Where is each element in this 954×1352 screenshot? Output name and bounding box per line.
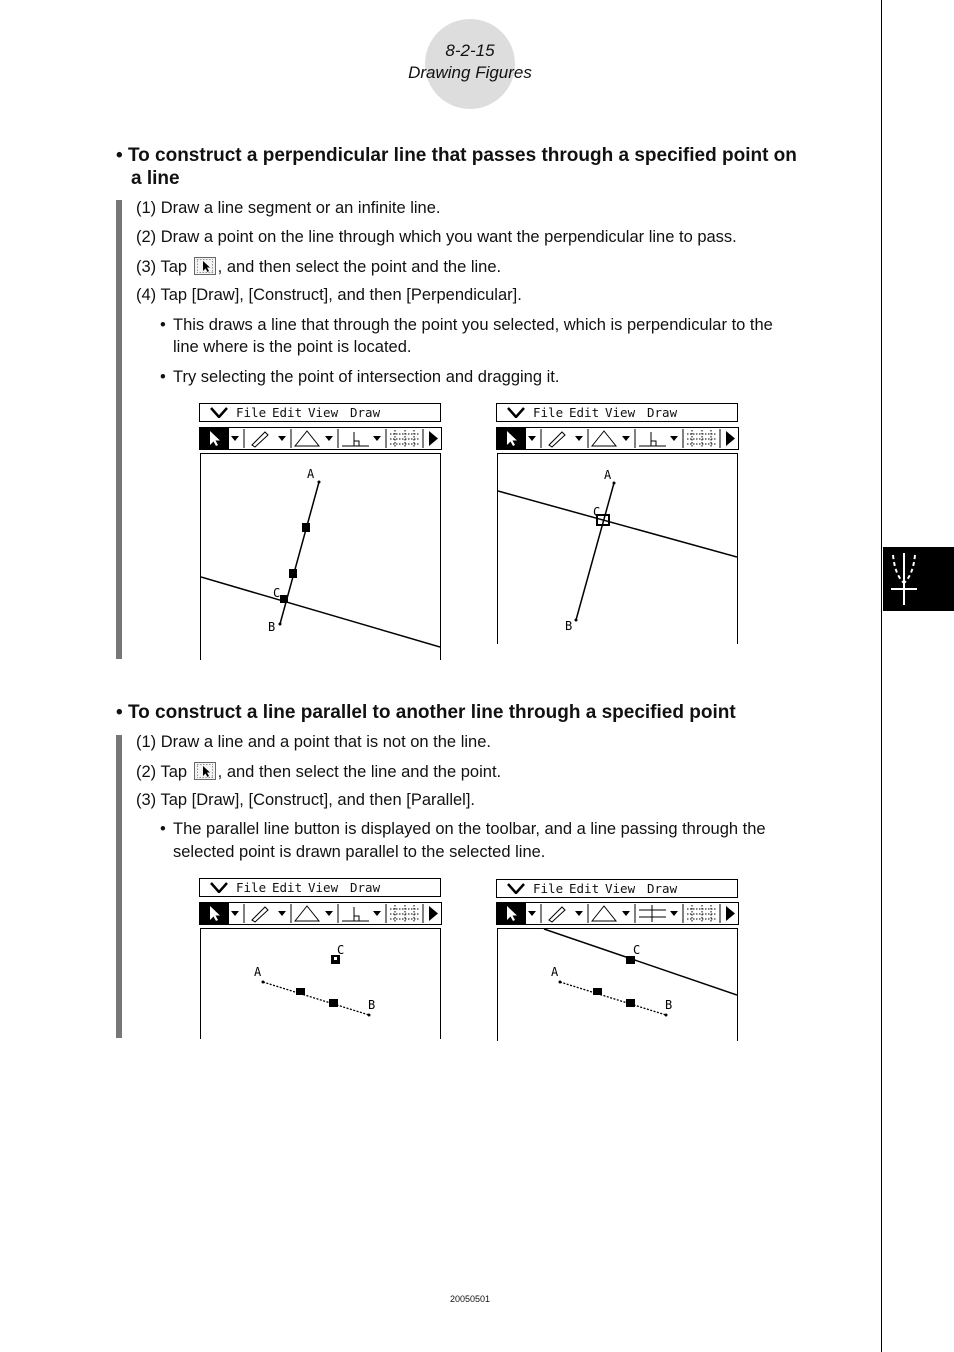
menu-edit[interactable]: Edit [272, 405, 303, 420]
menu-file[interactable]: File [236, 405, 267, 420]
geometry-icon [883, 547, 954, 611]
menu-edit[interactable]: Edit [272, 880, 303, 895]
menu-draw[interactable]: Draw [350, 405, 381, 420]
heading-bullet: • [116, 145, 123, 166]
point-label-a: A [551, 965, 559, 979]
point-label-a: A [604, 468, 612, 482]
chapter-tab [883, 547, 954, 611]
menu-down-icon [210, 407, 228, 418]
step-text-after: , and then select the point and the line. [217, 258, 502, 276]
note-text: line where is the point is located. [173, 338, 412, 356]
point-label-a: A [307, 467, 315, 481]
select-tool-icon [194, 257, 216, 275]
calculator-screen [199, 878, 443, 1038]
point-label-b: B [565, 619, 573, 633]
step-text-before: (2) Tap [136, 763, 188, 781]
step-text: (2) Draw a point on the line through which you want the perpendicular line to pass. [136, 228, 737, 246]
menu-edit[interactable]: Edit [569, 405, 600, 420]
menu-down-icon [210, 882, 228, 893]
heading-bullet: • [116, 702, 123, 723]
section1-heading [116, 144, 797, 190]
section-title: Drawing Figures [408, 63, 532, 82]
drawing-area [497, 928, 738, 1041]
menu-draw[interactable]: Draw [350, 880, 381, 895]
footer-code: 20050501 [449, 1294, 491, 1304]
note-bullet: • [160, 316, 166, 334]
menu-view[interactable]: View [605, 881, 636, 896]
step-text: (1) Draw a line segment or an infinite line. [136, 199, 441, 217]
menu-file[interactable]: File [236, 880, 267, 895]
menu-draw[interactable]: Draw [647, 405, 678, 420]
point-label-b: B [665, 998, 673, 1012]
point-label-a: A [254, 965, 262, 979]
menu-file[interactable]: File [533, 881, 564, 896]
menu-down-icon [507, 407, 525, 418]
toolbar [496, 427, 739, 450]
page-number: 8-2-15 [445, 41, 495, 60]
section1-side-bar [116, 200, 122, 659]
section2-side-bar [116, 735, 122, 1038]
toolbar [199, 427, 442, 450]
point-label-c: C [633, 943, 641, 957]
note-bullet: • [160, 820, 166, 838]
point-label-c: C [593, 505, 601, 519]
toolbar [199, 902, 442, 925]
calculator-screen [496, 878, 740, 1040]
menu-bar [496, 403, 738, 422]
menu-view[interactable]: View [605, 405, 636, 420]
menu-bar [199, 878, 441, 897]
drawing-area [200, 928, 441, 1039]
step-text: (3) Tap [Draw], [Construct], and then [Parallel]. [136, 791, 476, 809]
note-text: This draws a line that through the point you selected, which is perpendicular to the [173, 316, 773, 334]
menu-file[interactable]: File [533, 405, 564, 420]
heading-text: To construct a line parallel to another line through a specified point [127, 702, 736, 723]
menu-view[interactable]: View [308, 880, 339, 895]
note-text: Try selecting the point of intersection and dragging it. [173, 368, 560, 386]
heading-text-2: a line [131, 168, 180, 189]
step-text: (1) Draw a line and a point that is not on the line. [136, 733, 491, 751]
step-text-after: , and then select the line and the point. [217, 763, 502, 781]
select-tool-icon [194, 762, 216, 780]
page-edge-line [881, 0, 882, 1352]
note-text: The parallel line button is displayed on the toolbar, and a line passing through the [173, 820, 766, 838]
toolbar [496, 902, 739, 925]
calculator-screen [199, 403, 443, 659]
menu-bar [199, 403, 441, 422]
point-label-b: B [368, 998, 376, 1012]
step-text: (4) Tap [Draw], [Construct], and then [Perpendicular]. [136, 286, 522, 304]
step-text-before: (3) Tap [136, 258, 188, 276]
point-label-b: B [268, 620, 276, 634]
step-text [136, 762, 501, 782]
menu-view[interactable]: View [308, 405, 339, 420]
drawing-area [497, 453, 738, 644]
point-label-c: C [273, 586, 281, 600]
point-label-c: C [337, 943, 345, 957]
note-bullet: • [160, 368, 166, 386]
menu-edit[interactable]: Edit [569, 881, 600, 896]
section2-heading [116, 701, 736, 724]
step-text [136, 257, 501, 277]
heading-text: To construct a perpendicular line that passes through a specified point on [127, 145, 797, 166]
drawing-area [200, 453, 441, 660]
menu-bar [496, 879, 738, 898]
menu-draw[interactable]: Draw [647, 881, 678, 896]
menu-down-icon [507, 883, 525, 894]
note-text: selected point is drawn parallel to the selected line. [173, 843, 546, 861]
calculator-screen [496, 403, 740, 643]
